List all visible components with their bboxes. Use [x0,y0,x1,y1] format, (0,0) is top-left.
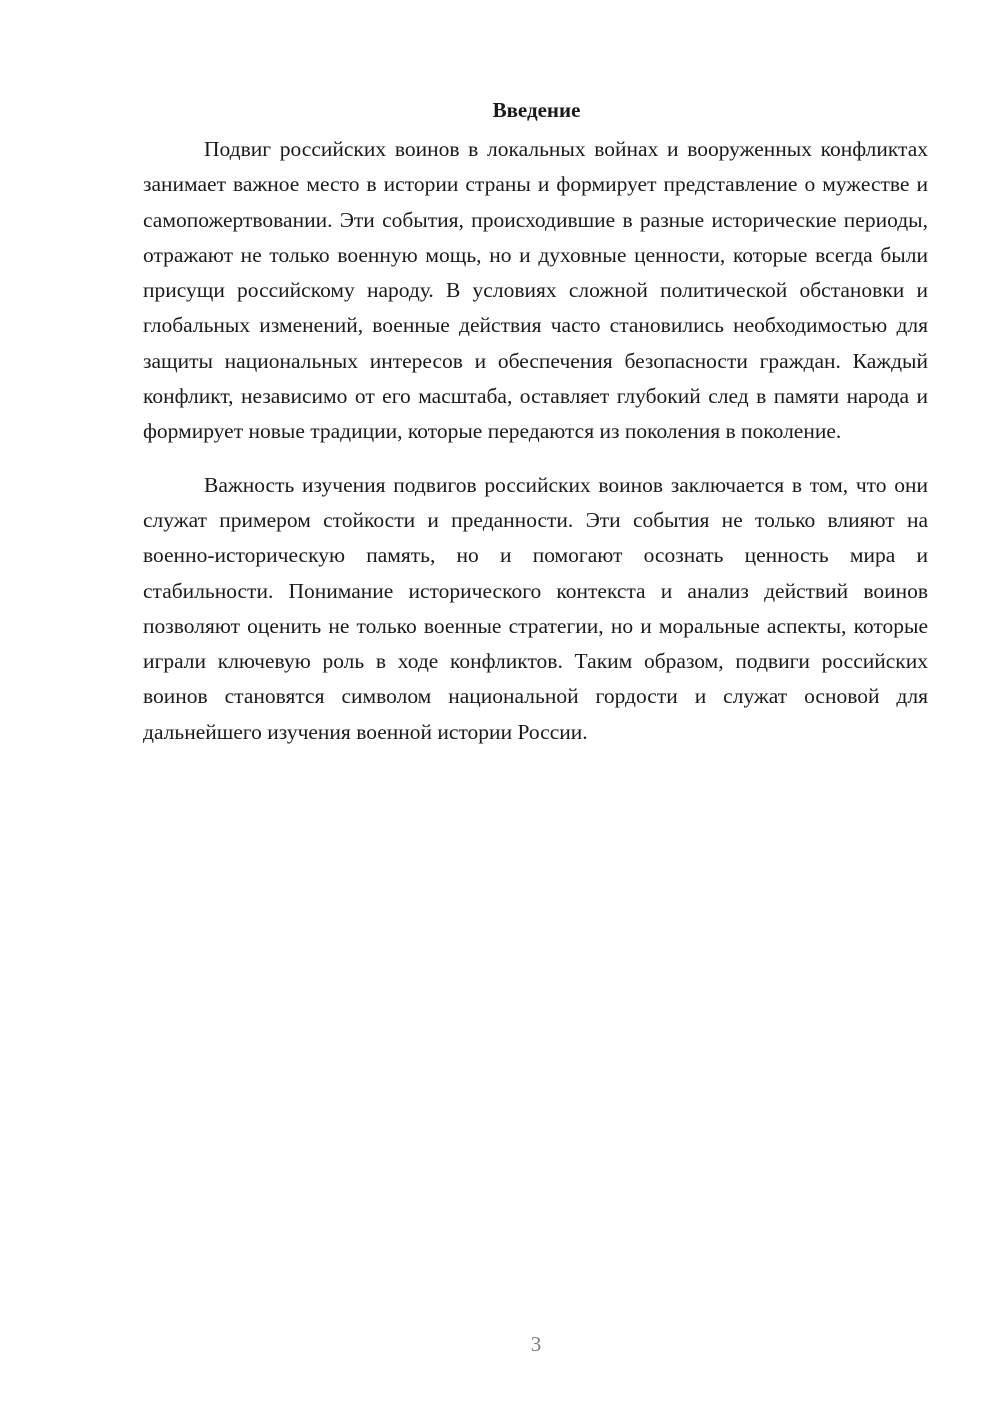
page-number: 3 [530,1332,542,1356]
page-content [143,92,928,750]
paragraph-1: Подвиг российских воинов в локальных войнах и вооруженных конфликтах занимает важное место в истории страны и формирует представление о мужестве и самопожертвовании. Эти события, происходившие в разные исторические периоды, отражают не только военную мощь, но и духовные ценности, которые всегда были присущи российскому народу. В условиях сложной политической обстановки и глобальных изменений, военные действия часто становились необходимостью для защиты национальных интересов и обеспечения безопасности граждан. Каждый конфликт, независимо от его масштаба, оставляет глубокий след в памяти народа и формирует новые традиции, которые передаются из поколения в поколение. [143,137,928,444]
section-title: Введение [492,98,581,122]
paragraph-2: Важность изучения подвигов российских воинов заключается в том, что они служат примером стойкости и преданности. Эти события не только влияют на военно-историческую память, но и помогают осознать ценность мира и стабильности. Понимание исторического контекста и анализ действий воинов позволяют оценить не только военные стратегии, но и моральные аспекты, которые играли ключевую роль в ходе конфликтов. Таким образом, подвиги российских воинов становятся символом национальной гордости и служат основой для дальнейшего изучения военной истории России. [143,472,928,744]
